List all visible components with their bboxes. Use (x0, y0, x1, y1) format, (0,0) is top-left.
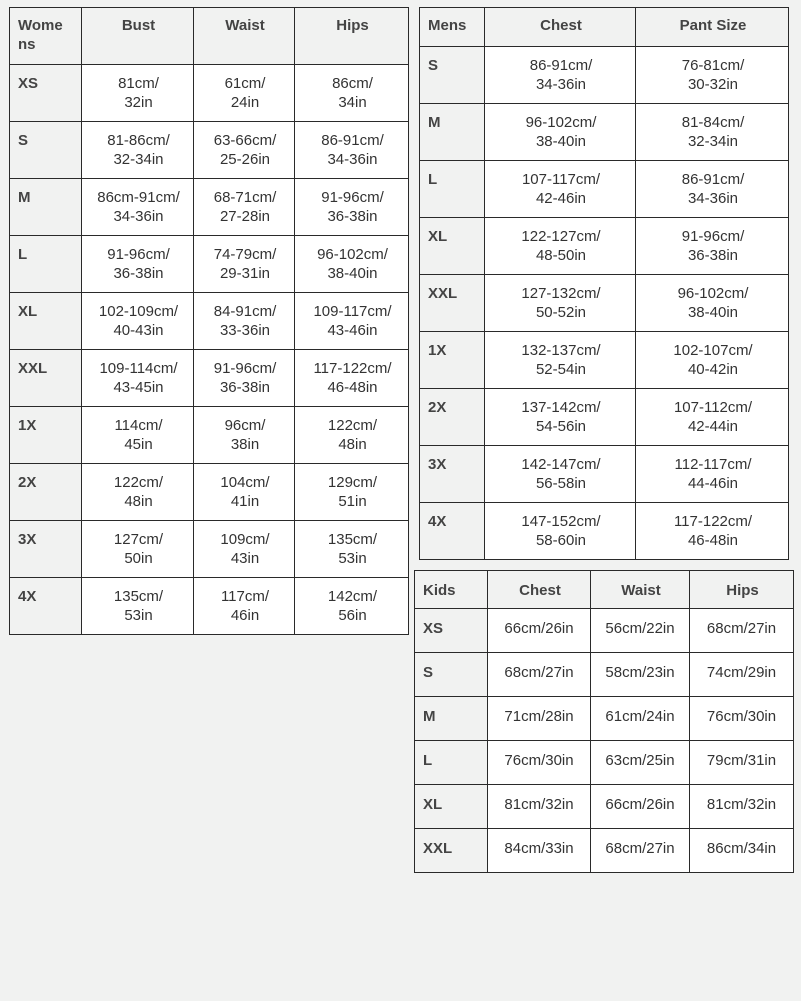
hips-column-header: Hips (690, 571, 794, 609)
size-label: XXL (420, 275, 485, 332)
hips-value: 76cm/30in (690, 697, 794, 741)
chest-value: 96-102cm/ 38-40in (485, 104, 636, 161)
table-row (420, 503, 789, 560)
waist-value: 68-71cm/ 27-28in (194, 179, 295, 236)
waist-value: 63-66cm/ 25-26in (194, 122, 295, 179)
table-header-row (415, 571, 794, 609)
pant-size-value: 117-122cm/ 46-48in (636, 503, 789, 560)
size-label: 2X (420, 389, 485, 446)
table-row (10, 407, 409, 464)
waist-value: 58cm/23in (591, 653, 690, 697)
kids-header-label: Kids (415, 571, 488, 609)
hips-value: 129cm/ 51in (295, 464, 409, 521)
table-row (10, 179, 409, 236)
chest-column-header: Chest (485, 8, 636, 47)
table-row (415, 741, 794, 785)
table-row (10, 350, 409, 407)
table-row (10, 293, 409, 350)
hips-value: 86-91cm/ 34-36in (295, 122, 409, 179)
size-label: S (420, 47, 485, 104)
hips-value: 109-117cm/ 43-46in (295, 293, 409, 350)
table-header-row (10, 8, 409, 65)
bust-value: 81-86cm/ 32-34in (82, 122, 194, 179)
table-row (415, 829, 794, 873)
pant-size-value: 91-96cm/ 36-38in (636, 218, 789, 275)
waist-value: 61cm/24in (591, 697, 690, 741)
waist-value: 56cm/22in (591, 609, 690, 653)
table-row (420, 332, 789, 389)
bust-value: 86cm-91cm/ 34-36in (82, 179, 194, 236)
chest-value: 147-152cm/ 58-60in (485, 503, 636, 560)
pant-size-column-header: Pant Size (636, 8, 789, 47)
table-row (10, 464, 409, 521)
bust-value: 114cm/ 45in (82, 407, 194, 464)
size-label: M (10, 179, 82, 236)
pant-size-value: 86-91cm/ 34-36in (636, 161, 789, 218)
mens-header-label: Mens (420, 8, 485, 47)
table-row (415, 609, 794, 653)
chest-value: 107-117cm/ 42-46in (485, 161, 636, 218)
size-label: 1X (10, 407, 82, 464)
hips-column-header: Hips (295, 8, 409, 65)
pant-size-value: 112-117cm/ 44-46in (636, 446, 789, 503)
hips-value: 68cm/27in (690, 609, 794, 653)
pant-size-value: 102-107cm/ 40-42in (636, 332, 789, 389)
chest-value: 132-137cm/ 52-54in (485, 332, 636, 389)
hips-value: 142cm/ 56in (295, 578, 409, 635)
size-label: 4X (10, 578, 82, 635)
size-label: L (10, 236, 82, 293)
pant-size-value: 81-84cm/ 32-34in (636, 104, 789, 161)
table-row (10, 578, 409, 635)
table-row (10, 521, 409, 578)
size-label: XXL (10, 350, 82, 407)
table-row (415, 697, 794, 741)
size-label: 4X (420, 503, 485, 560)
bust-value: 127cm/ 50in (82, 521, 194, 578)
hips-value: 74cm/29in (690, 653, 794, 697)
bust-value: 109-114cm/ 43-45in (82, 350, 194, 407)
waist-value: 63cm/25in (591, 741, 690, 785)
waist-value: 91-96cm/ 36-38in (194, 350, 295, 407)
size-label: XS (10, 65, 82, 122)
mens-size-table (419, 7, 789, 560)
waist-value: 61cm/ 24in (194, 65, 295, 122)
size-label: L (415, 741, 488, 785)
chest-column-header: Chest (488, 571, 591, 609)
size-label: M (415, 697, 488, 741)
kids-size-table (414, 570, 794, 873)
chest-value: 84cm/33in (488, 829, 591, 873)
table-row (10, 236, 409, 293)
womens-header-label: Wome ns (10, 8, 82, 65)
table-row (420, 104, 789, 161)
table-row (420, 161, 789, 218)
table-row (10, 65, 409, 122)
hips-value: 117-122cm/ 46-48in (295, 350, 409, 407)
womens-size-table (9, 7, 409, 635)
size-label: XL (10, 293, 82, 350)
hips-value: 86cm/34in (690, 829, 794, 873)
waist-value: 66cm/26in (591, 785, 690, 829)
chest-value: 68cm/27in (488, 653, 591, 697)
waist-value: 74-79cm/ 29-31in (194, 236, 295, 293)
table-header-row (420, 8, 789, 47)
size-label: XL (420, 218, 485, 275)
table-row (415, 785, 794, 829)
pant-size-value: 107-112cm/ 42-44in (636, 389, 789, 446)
size-label: 1X (420, 332, 485, 389)
waist-column-header: Waist (591, 571, 690, 609)
hips-value: 91-96cm/ 36-38in (295, 179, 409, 236)
waist-value: 68cm/27in (591, 829, 690, 873)
pant-size-value: 96-102cm/ 38-40in (636, 275, 789, 332)
size-label: M (420, 104, 485, 161)
size-label: XXL (415, 829, 488, 873)
bust-value: 91-96cm/ 36-38in (82, 236, 194, 293)
size-label: 3X (10, 521, 82, 578)
hips-value: 135cm/ 53in (295, 521, 409, 578)
chest-value: 71cm/28in (488, 697, 591, 741)
chest-value: 142-147cm/ 56-58in (485, 446, 636, 503)
bust-value: 81cm/ 32in (82, 65, 194, 122)
waist-value: 84-91cm/ 33-36in (194, 293, 295, 350)
size-label: 3X (420, 446, 485, 503)
table-row (10, 122, 409, 179)
bust-value: 135cm/ 53in (82, 578, 194, 635)
chest-value: 66cm/26in (488, 609, 591, 653)
bust-value: 102-109cm/ 40-43in (82, 293, 194, 350)
chest-value: 137-142cm/ 54-56in (485, 389, 636, 446)
size-label: L (420, 161, 485, 218)
bust-value: 122cm/ 48in (82, 464, 194, 521)
hips-value: 122cm/ 48in (295, 407, 409, 464)
chest-value: 86-91cm/ 34-36in (485, 47, 636, 104)
size-label: S (10, 122, 82, 179)
chest-value: 76cm/30in (488, 741, 591, 785)
waist-value: 104cm/ 41in (194, 464, 295, 521)
waist-value: 96cm/ 38in (194, 407, 295, 464)
waist-value: 117cm/ 46in (194, 578, 295, 635)
table-row (420, 47, 789, 104)
hips-value: 81cm/32in (690, 785, 794, 829)
hips-value: 96-102cm/ 38-40in (295, 236, 409, 293)
size-label: 2X (10, 464, 82, 521)
table-row (420, 389, 789, 446)
size-label: S (415, 653, 488, 697)
pant-size-value: 76-81cm/ 30-32in (636, 47, 789, 104)
table-row (420, 275, 789, 332)
size-label: XS (415, 609, 488, 653)
bust-column-header: Bust (82, 8, 194, 65)
size-label: XL (415, 785, 488, 829)
waist-value: 109cm/ 43in (194, 521, 295, 578)
chest-value: 127-132cm/ 50-52in (485, 275, 636, 332)
hips-value: 86cm/ 34in (295, 65, 409, 122)
waist-column-header: Waist (194, 8, 295, 65)
chest-value: 122-127cm/ 48-50in (485, 218, 636, 275)
table-row (420, 218, 789, 275)
table-row (415, 653, 794, 697)
hips-value: 79cm/31in (690, 741, 794, 785)
table-row (420, 446, 789, 503)
chest-value: 81cm/32in (488, 785, 591, 829)
